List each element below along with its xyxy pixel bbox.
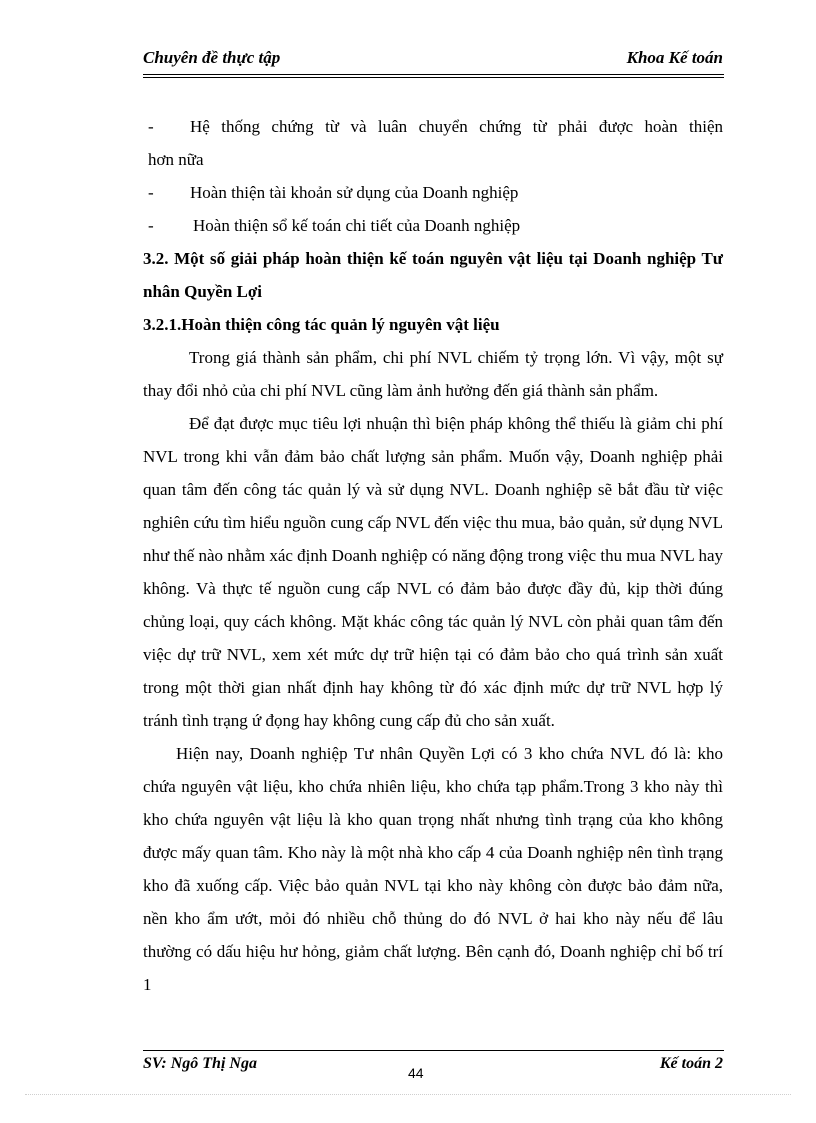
bullet-text: Hoàn thiện sổ kế toán chi tiết của Doanh nghiệp	[193, 216, 521, 235]
header-rule-thin	[143, 77, 724, 78]
header-right-title: Khoa Kế toán	[626, 48, 723, 67]
paragraph: Hiện nay, Doanh nghiệp Tư nhân Quyền Lợi có 3 kho chứa NVL đó là: kho chứa nguyên vật liệu, kho chứa nhiên liệu, kho chứa tạp phẩm.Trong 3 kho này thì kho chứa nguyên vật liệu là kho quan trọng nhất nhưng tình trạng của kho không được mấy quan tâm. Kho này là một nhà kho cấp 4 của Doanh nghiệp nên tình trạng kho đã xuống cấp. Việc bảo quản NVL tại kho này không còn được bảo đảm nữa, nền kho ẩm ướt, mỏi đó nhiều chỗ thủng do đó NVL ở hai kho này nếu để lâu thường có dấu hiệu hư hỏng, giảm chất lượng. Bên cạnh đó, Doanh nghiệp chỉ bố trí 1	[143, 744, 723, 994]
bullet-text: Hệ thống chứng từ và luân chuyển chứng từ phải được hoàn thiện	[190, 117, 723, 136]
paragraph: Trong giá thành sản phẩm, chi phí NVL chiếm tỷ trọng lớn. Vì vậy, một sự thay đổi nhỏ của chi phí NVL cũng làm ảnh hưởng đến giá thành sản phẩm.	[143, 348, 723, 400]
subsection-heading: 3.2.1.Hoàn thiện công tác quản lý nguyên vật liệu	[143, 315, 500, 334]
bullet-text: Hoàn thiện tài khoản sử dụng của Doanh nghiệp	[190, 183, 519, 202]
page-number: 44	[408, 1065, 424, 1081]
document-body	[143, 110, 723, 1001]
bullet-continuation: hơn nữa	[148, 150, 204, 169]
footer-student: SV: Ngô Thị Nga	[143, 1055, 257, 1072]
bullet-item	[143, 176, 723, 209]
bullet-dash: -	[148, 117, 154, 136]
page-header	[143, 48, 723, 72]
header-left-title: Chuyên đề thực tập	[143, 48, 281, 67]
bullet-dash: -	[148, 183, 154, 202]
paragraph: Để đạt được mục tiêu lợi nhuận thì biện pháp không thể thiếu là giảm chi phí NVL trong khi vẫn đảm bảo chất lượng sản phẩm. Muốn vậy, Doanh nghiệp phải quan tâm đến công tác quản lý và sử dụng NVL. Doanh nghiệp sẽ bắt đầu từ việc nghiên cứu tìm hiểu nguồn cung cấp NVL đến việc thu mua, bảo quản, sử dụng NVL như thế nào nhằm xác định Doanh nghiệp có năng động trong việc thu mua NVL hay không. Và thực tế nguồn cung cấp NVL có đảm bảo được đầy đủ, kịp thời đúng chủng loại, quy cách không. Mặt khác công tác quản lý NVL còn phải quan tâm đến việc dự trữ NVL, xem xét mức dự trữ hiện tại có đảm bảo cho quá trình sản xuất trong một thời gian nhất định hay không từ đó xác định mức dự trữ NVL hợp lý tránh tình trạng ứ đọng hay không cung cấp đủ cho sản xuất.	[143, 414, 723, 730]
bullet-item	[143, 110, 723, 143]
footer-rule	[143, 1050, 724, 1051]
header-rule	[143, 74, 724, 75]
bullet-item	[143, 209, 723, 242]
footer-class: Kế toán 2	[659, 1055, 723, 1072]
bullet-dash: -	[148, 216, 154, 235]
page-edge-divider	[25, 1094, 791, 1095]
section-heading: 3.2. Một số giải pháp hoàn thiện kế toán nguyên vật liệu tại Doanh nghiệp Tư nhân Quyền Lợi	[143, 249, 723, 301]
